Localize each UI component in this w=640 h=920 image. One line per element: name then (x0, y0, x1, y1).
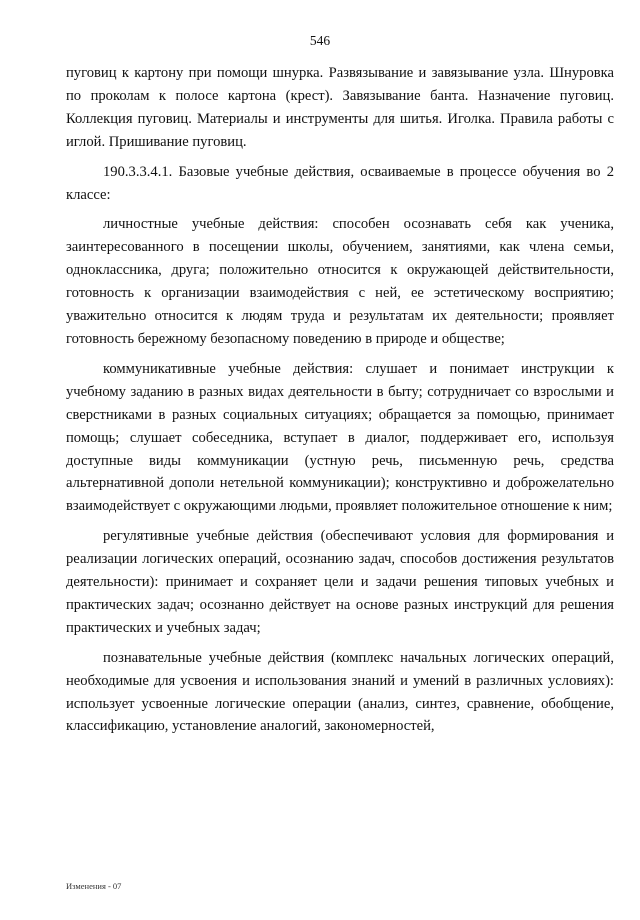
page-number: 546 (309, 33, 331, 48)
paragraph-personal-actions: личностные учебные действия: способен осознавать себя как ученика, заинтересованного в посещении школы, обучением, занятиями, как члена семьи, одноклассника, друга; положительно относится к окружающей действительности, готовность к организации взаимодействия с ней, ее эстетическому восприятию; уважительно относится к людям труда и результатам их деятельности; проявляет готовность бережному безопасному поведению в природе и обществе; (66, 216, 614, 347)
paragraph-section-heading: 190.3.3.4.1. Базовые учебные действия, осваиваемые в процессе обучения во 2 классе: (66, 163, 614, 203)
paragraph-cognitive-actions: познавательные учебные действия (комплекс начальных логических операций, необходимые для усвоения и использования знаний и умений в различных условиях): использует усвоенные логические операции (анализ, синтез, сравнение, обобщение, классификацию, установление аналогий, закономерностей, (66, 649, 614, 735)
paragraph-communicative-actions: коммуникативные учебные действия: слушает и понимает инструкции к учебному заданию в разных видах деятельности в быту; сотрудничает со взрослыми и сверстниками в разных социальных ситуациях; обращается за помощью, принимает помощь; слушает собеседника, вступает в диалог, поддерживает его, используя доступные виды коммуникации (устную речь, письменную речь, средства альтернативной дополи нетельной коммуникации); конструктивно и доброжелательно взаимодействует с окружающими людьми, проявляет положительное отношение к ним; (66, 360, 614, 515)
body-text (66, 62, 614, 747)
paragraph-regulatory-actions: регулятивные учебные действия (обеспечивают условия для формирования и реализации логических операций, осознанию задач, способов достижения результатов деятельности): принимает и сохраняет цели и задачи решения типовых учебных и практических задач; осознанно действует на основе разных инструкций для решения практических и учебных задач; (66, 528, 614, 636)
footer-note: Изменения - 07 (66, 881, 122, 891)
paragraph-continuation: пуговиц к картону при помощи шнурка. Развязывание и завязывание узла. Шнуровка по проколам к полосе картона (крест). Завязывание банта. Назначение пуговиц. Коллекция пуговиц. Материалы и инструменты для шитья. Иголка. Правила работы с иглой. Пришивание пуговиц. (66, 65, 614, 150)
